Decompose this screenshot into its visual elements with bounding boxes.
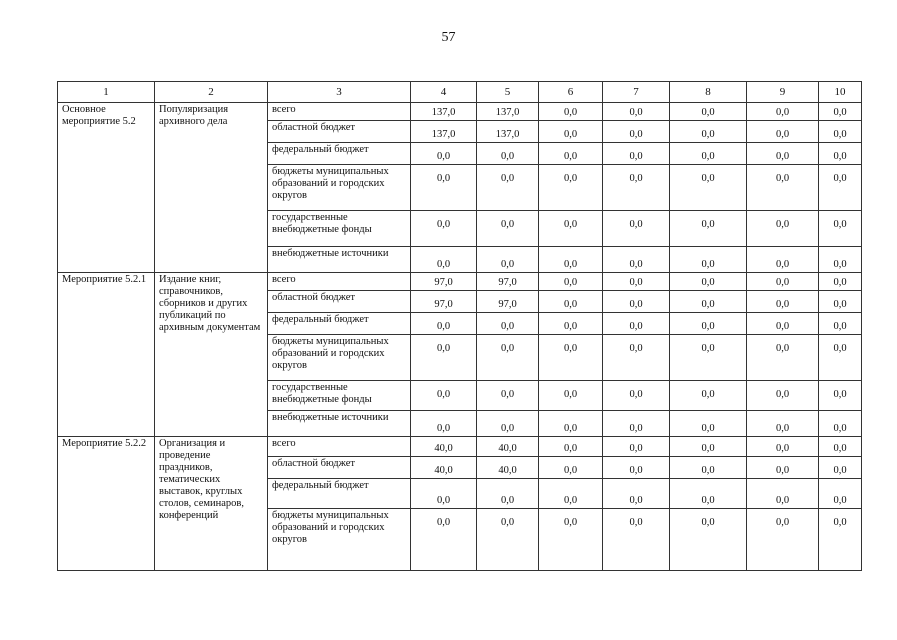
column-header: 6	[539, 82, 603, 103]
value-cell: 0,0	[477, 411, 539, 437]
column-header: 4	[411, 82, 477, 103]
funding-source: областной бюджет	[268, 291, 411, 313]
value-cell: 0,0	[539, 103, 603, 121]
value-cell: 0,0	[819, 411, 862, 437]
funding-source: бюджеты муниципальных образований и городских округов	[268, 335, 411, 381]
value-cell: 0,0	[670, 247, 747, 273]
value-cell: 137,0	[411, 121, 477, 143]
value-cell: 0,0	[539, 411, 603, 437]
value-cell: 0,0	[411, 509, 477, 571]
value-cell: 0,0	[819, 211, 862, 247]
value-cell: 40,0	[411, 457, 477, 479]
value-cell: 0,0	[539, 165, 603, 211]
value-cell: 0,0	[603, 457, 670, 479]
value-cell: 0,0	[411, 247, 477, 273]
value-cell: 0,0	[747, 143, 819, 165]
value-cell: 0,0	[670, 313, 747, 335]
value-cell: 0,0	[539, 121, 603, 143]
value-cell: 137,0	[477, 121, 539, 143]
value-cell: 0,0	[819, 291, 862, 313]
funding-source: федеральный бюджет	[268, 479, 411, 509]
value-cell: 0,0	[539, 313, 603, 335]
value-cell: 0,0	[670, 273, 747, 291]
value-cell: 0,0	[747, 273, 819, 291]
value-cell: 0,0	[670, 335, 747, 381]
value-cell: 0,0	[603, 509, 670, 571]
value-cell: 0,0	[411, 211, 477, 247]
value-cell: 0,0	[539, 509, 603, 571]
value-cell: 0,0	[747, 457, 819, 479]
value-cell: 0,0	[411, 479, 477, 509]
funding-source: всего	[268, 273, 411, 291]
value-cell: 0,0	[477, 211, 539, 247]
value-cell: 0,0	[603, 143, 670, 165]
activity-name: Популяризация архивного дела	[155, 103, 268, 273]
value-cell: 0,0	[819, 121, 862, 143]
value-cell: 0,0	[603, 247, 670, 273]
value-cell: 0,0	[747, 165, 819, 211]
funding-source: бюджеты муниципальных образований и городских округов	[268, 509, 411, 571]
value-cell: 0,0	[670, 509, 747, 571]
value-cell: 0,0	[747, 247, 819, 273]
value-cell: 0,0	[539, 211, 603, 247]
value-cell: 0,0	[747, 411, 819, 437]
column-header: 5	[477, 82, 539, 103]
value-cell: 40,0	[477, 457, 539, 479]
value-cell: 0,0	[747, 103, 819, 121]
page-number: 57	[441, 30, 456, 45]
value-cell: 0,0	[747, 381, 819, 411]
value-cell: 0,0	[477, 165, 539, 211]
activity-label: Мероприятие 5.2.1	[58, 273, 155, 437]
value-cell: 0,0	[411, 313, 477, 335]
value-cell: 0,0	[819, 457, 862, 479]
column-header: 9	[747, 82, 819, 103]
value-cell: 0,0	[477, 335, 539, 381]
value-cell: 97,0	[411, 291, 477, 313]
value-cell: 0,0	[819, 479, 862, 509]
value-cell: 97,0	[477, 291, 539, 313]
value-cell: 0,0	[819, 143, 862, 165]
value-cell: 0,0	[819, 437, 862, 457]
value-cell: 0,0	[819, 273, 862, 291]
funding-source: федеральный бюджет	[268, 313, 411, 335]
column-header: 7	[603, 82, 670, 103]
value-cell: 0,0	[603, 165, 670, 211]
value-cell: 0,0	[539, 291, 603, 313]
activity-label: Мероприятие 5.2.2	[58, 437, 155, 571]
value-cell: 0,0	[670, 291, 747, 313]
funding-source: областной бюджет	[268, 121, 411, 143]
value-cell: 40,0	[477, 437, 539, 457]
value-cell: 0,0	[819, 335, 862, 381]
value-cell: 0,0	[670, 165, 747, 211]
budget-table	[57, 81, 862, 571]
value-cell: 0,0	[539, 381, 603, 411]
table-row	[58, 437, 862, 457]
value-cell: 0,0	[747, 437, 819, 457]
funding-source: областной бюджет	[268, 457, 411, 479]
value-cell: 0,0	[747, 313, 819, 335]
funding-source: внебюджетные источники	[268, 247, 411, 273]
value-cell: 0,0	[603, 411, 670, 437]
value-cell: 0,0	[539, 457, 603, 479]
value-cell: 0,0	[539, 437, 603, 457]
funding-source: государственные внебюджетные фонды	[268, 211, 411, 247]
column-header: 2	[155, 82, 268, 103]
value-cell: 0,0	[747, 509, 819, 571]
value-cell: 0,0	[670, 437, 747, 457]
value-cell: 0,0	[747, 291, 819, 313]
value-cell: 0,0	[539, 273, 603, 291]
value-cell: 0,0	[477, 509, 539, 571]
value-cell: 0,0	[819, 509, 862, 571]
value-cell: 0,0	[670, 381, 747, 411]
table-row	[58, 103, 862, 121]
value-cell: 0,0	[539, 247, 603, 273]
value-cell: 0,0	[539, 335, 603, 381]
column-header: 3	[268, 82, 411, 103]
value-cell: 0,0	[670, 411, 747, 437]
funding-source: всего	[268, 103, 411, 121]
value-cell: 0,0	[603, 479, 670, 509]
value-cell: 0,0	[477, 381, 539, 411]
value-cell: 0,0	[819, 247, 862, 273]
column-header: 10	[819, 82, 862, 103]
value-cell: 0,0	[670, 121, 747, 143]
value-cell: 0,0	[603, 273, 670, 291]
funding-source: государственные внебюджетные фонды	[268, 381, 411, 411]
value-cell: 0,0	[670, 143, 747, 165]
value-cell: 0,0	[603, 211, 670, 247]
value-cell: 0,0	[603, 103, 670, 121]
value-cell: 137,0	[411, 103, 477, 121]
value-cell: 0,0	[670, 457, 747, 479]
funding-source: федеральный бюджет	[268, 143, 411, 165]
value-cell: 0,0	[411, 165, 477, 211]
value-cell: 0,0	[819, 165, 862, 211]
value-cell: 0,0	[411, 411, 477, 437]
value-cell: 137,0	[477, 103, 539, 121]
value-cell: 0,0	[477, 143, 539, 165]
value-cell: 0,0	[477, 313, 539, 335]
activity-name: Издание книг, справочников, сборников и других публикаций по архивным документам	[155, 273, 268, 437]
value-cell: 0,0	[603, 291, 670, 313]
value-cell: 0,0	[819, 381, 862, 411]
activity-label: Основное мероприятие 5.2	[58, 103, 155, 273]
value-cell: 97,0	[477, 273, 539, 291]
value-cell: 0,0	[603, 335, 670, 381]
value-cell: 0,0	[747, 211, 819, 247]
value-cell: 0,0	[670, 479, 747, 509]
value-cell: 97,0	[411, 273, 477, 291]
value-cell: 0,0	[670, 103, 747, 121]
value-cell: 0,0	[411, 381, 477, 411]
value-cell: 0,0	[411, 335, 477, 381]
header-row	[58, 82, 862, 103]
funding-source: всего	[268, 437, 411, 457]
value-cell: 0,0	[539, 143, 603, 165]
value-cell: 0,0	[747, 479, 819, 509]
value-cell: 0,0	[603, 313, 670, 335]
value-cell: 0,0	[819, 313, 862, 335]
value-cell: 0,0	[747, 335, 819, 381]
value-cell: 0,0	[539, 479, 603, 509]
value-cell: 0,0	[477, 479, 539, 509]
value-cell: 0,0	[603, 381, 670, 411]
value-cell: 0,0	[477, 247, 539, 273]
value-cell: 0,0	[819, 103, 862, 121]
value-cell: 0,0	[603, 121, 670, 143]
column-header: 1	[58, 82, 155, 103]
value-cell: 40,0	[411, 437, 477, 457]
value-cell: 0,0	[747, 121, 819, 143]
value-cell: 0,0	[603, 437, 670, 457]
value-cell: 0,0	[670, 211, 747, 247]
funding-source: бюджеты муниципальных образований и городских округов	[268, 165, 411, 211]
value-cell: 0,0	[411, 143, 477, 165]
table-row	[58, 273, 862, 291]
column-header: 8	[670, 82, 747, 103]
funding-source: внебюджетные источники	[268, 411, 411, 437]
activity-name: Организация и проведение праздников, тематических выставок, круглых столов, семинаров, конференций	[155, 437, 268, 571]
